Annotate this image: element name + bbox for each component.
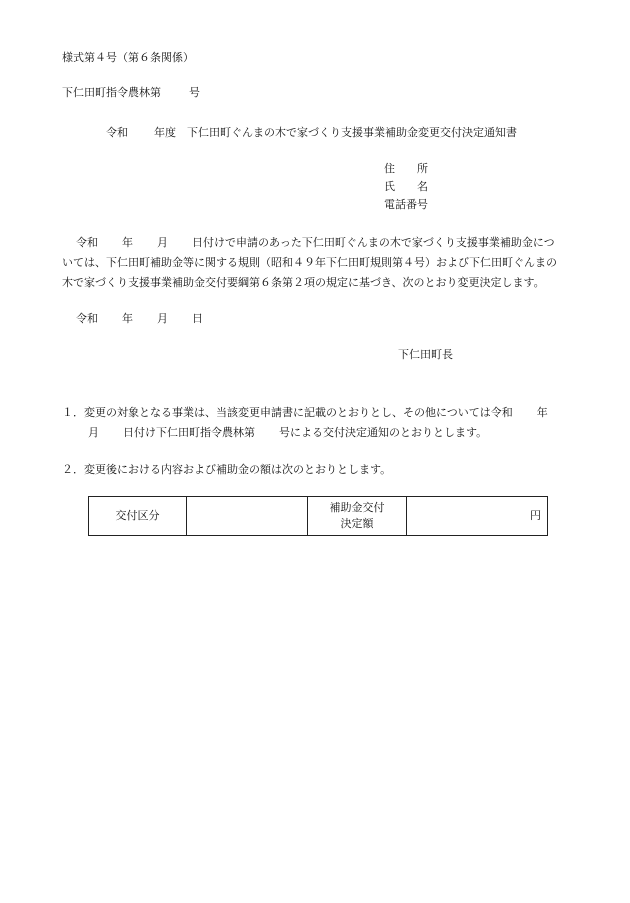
- yen-unit: 円: [530, 509, 541, 522]
- item-1: １．変更の対象となる事業は、当該変更申請書に記載のとおりとし、その他については令和 年 月 日付け下仁田町指令農林第 号による交付決定通知のとおりとします。: [62, 406, 548, 439]
- reference-number: [62, 87, 200, 98]
- phone-label: 電話番号: [384, 198, 428, 211]
- body-line-3: 木で家づくり支援事業補助金交付要綱第６条第２項の規定に基づき、次のとおり変更決定します。: [62, 276, 545, 289]
- table-row: [89, 497, 548, 536]
- document-title: [106, 127, 517, 138]
- form-number: 様式第４号（第６条関係）: [62, 51, 194, 64]
- title-era: 令和: [106, 126, 128, 139]
- category-value: [187, 497, 308, 536]
- amount-label: 補助金交付 決定額: [308, 497, 407, 536]
- subsidy-table: [88, 496, 548, 536]
- reference-prefix: 下仁田町指令農林第: [62, 86, 161, 99]
- body-line-2: いては、下仁田町補助金等に関する規則（昭和４９年下仁田町規則第４号）および下仁田町ぐんまの: [62, 256, 557, 269]
- item-1-number: １．: [62, 406, 84, 419]
- item-2-number: ２．: [62, 463, 84, 476]
- reference-suffix: 号: [189, 86, 200, 99]
- category-label: 交付区分: [89, 497, 187, 536]
- issuer: 下仁田町長: [398, 348, 453, 361]
- name-label: 氏 名: [384, 180, 428, 193]
- issue-date: 令和 年 月 日: [76, 312, 203, 325]
- body-line-1: 令和 年 月 日付けで申請のあった下仁田町ぐんまの木で家づくり支援事業補助金につ: [76, 236, 555, 249]
- item-2: ２．変更後における内容および補助金の額は次のとおりとします。: [62, 463, 392, 476]
- title-text: 年度 下仁田町ぐんまの木で家づくり支援事業補助金変更交付決定通知書: [154, 126, 517, 139]
- address-label: 住 所: [384, 162, 428, 175]
- amount-value: [407, 497, 548, 536]
- body-paragraph: [62, 233, 572, 293]
